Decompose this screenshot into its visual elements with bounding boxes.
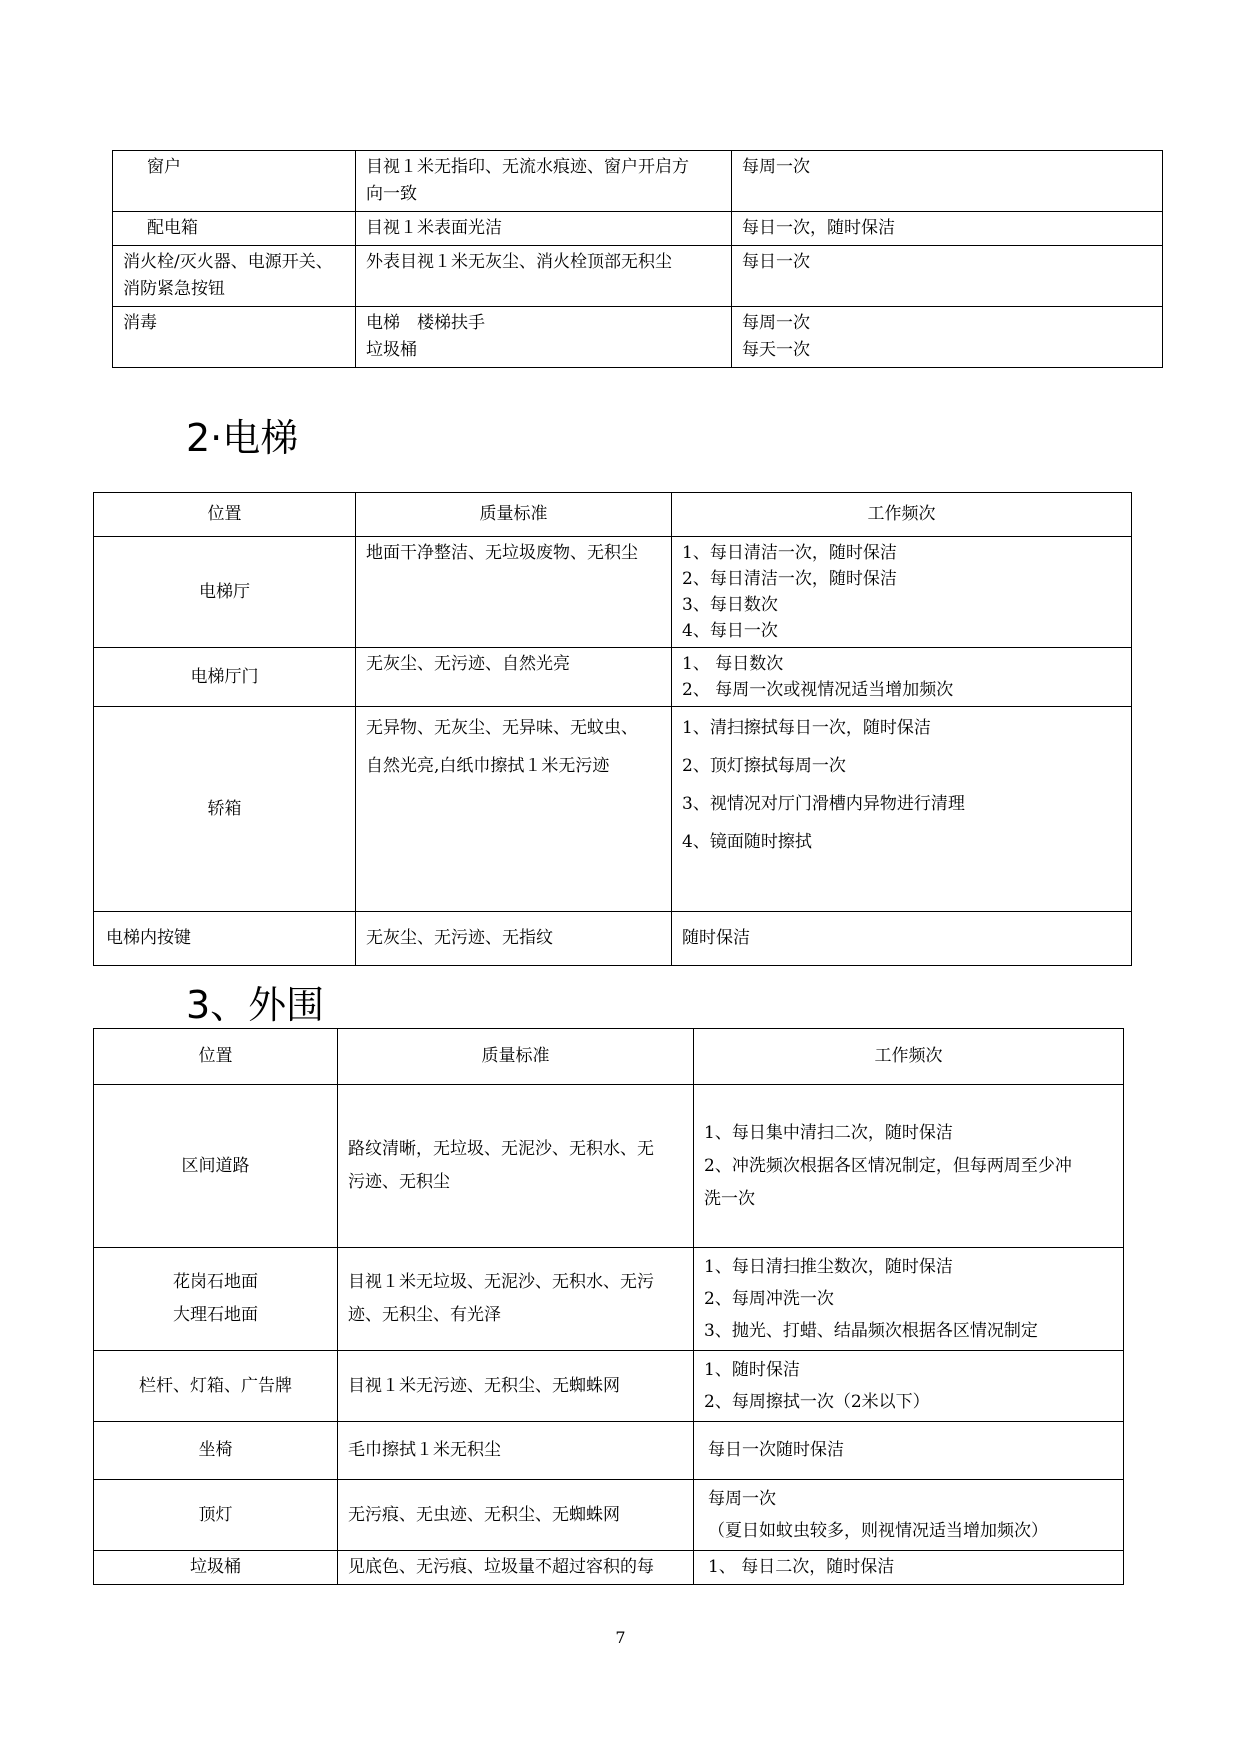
frequency-line: 1、清扫擦拭每日一次，随时保洁 [682, 718, 931, 738]
frequency-line: 1、每日清扫推尘数次，随时保洁 [704, 1257, 953, 1277]
frequency-line: 3、视情况对厅门滑槽内异物进行清理 [682, 794, 965, 814]
position-cell: 电梯厅门 [94, 648, 356, 707]
standard-line: 目视１米表面光洁 [366, 218, 502, 238]
position-cell [94, 1422, 338, 1480]
position-cell [113, 246, 356, 307]
standard-line: 垃圾桶 [366, 340, 417, 360]
table-row [94, 648, 1132, 707]
frequency-cell [694, 1351, 1124, 1422]
frequency-line: 每日一次随时保洁 [708, 1440, 844, 1460]
position-line: 花岗石地面 [173, 1272, 258, 1292]
table-header-row [94, 1029, 1124, 1085]
standard-line: 外表目视１米无灰尘、消火栓顶部无积尘 [366, 252, 672, 272]
position-text: 消毒 [123, 313, 157, 333]
position-cell [113, 212, 356, 246]
frequency-line: 3、每日数次 [682, 595, 778, 615]
frequency-cell [672, 707, 1132, 912]
table-row [94, 1422, 1124, 1480]
standard-cell [356, 912, 672, 966]
frequency-cell [694, 1085, 1124, 1248]
standard-line: 目视１米无垃圾、无泥沙、无积水、无污 [348, 1272, 654, 1292]
standard-line: 毛巾擦拭１米无积尘 [348, 1440, 501, 1460]
position-line: 消火栓/灭火器、电源开关、 [123, 252, 333, 272]
frequency-line: 1、每日清洁一次，随时保洁 [682, 543, 897, 563]
frequency-line: 2、 每周一次或视情况适当增加频次 [682, 680, 954, 700]
standard-cell [338, 1351, 694, 1422]
frequency-line: 洗一次 [704, 1188, 755, 1209]
standard-cell [356, 212, 732, 246]
frequency-cell [672, 912, 1132, 966]
position-line: 顶灯 [198, 1504, 233, 1525]
standard-cell [356, 648, 672, 707]
position-cell: 轿箱 [94, 707, 356, 912]
standard-line: 目视１米无污迹、无积尘、无蜘蛛网 [348, 1375, 620, 1396]
elevator-standards-table [93, 492, 1132, 966]
frequency-cell [732, 307, 1163, 368]
frequency-cell [694, 1480, 1124, 1551]
standard-line: 自然光亮,白纸巾擦拭１米无污迹 [366, 756, 610, 776]
frequency-line: 每周一次 [708, 1489, 776, 1509]
frequency-line: 2、每周擦拭一次（2米以下） [704, 1392, 930, 1412]
frequency-line: 2、每日清洁一次，随时保洁 [682, 569, 897, 589]
frequency-line: 每日一次，随时保洁 [742, 218, 895, 238]
frequency-line: 3、抛光、打蜡、结晶频次根据各区情况制定 [704, 1321, 1038, 1341]
standard-cell [356, 246, 732, 307]
frequency-line: 1、随时保洁 [704, 1360, 800, 1380]
table-row [94, 1248, 1124, 1351]
standard-line: 路纹清晰，无垃圾、无泥沙、无积水、无 [348, 1139, 654, 1159]
table-row [113, 246, 1163, 307]
header-frequency: 工作频次 [672, 493, 1132, 537]
frequency-line: 1、每日集中清扫二次，随时保洁 [704, 1122, 953, 1143]
position-cell [113, 307, 356, 368]
position-cell: 电梯内按键 [94, 912, 356, 966]
frequency-line: 4、每日一次 [682, 621, 778, 641]
table-row [94, 1480, 1124, 1551]
position-text: 配电箱 [147, 218, 198, 238]
standard-line: 目视１米无指印、无流水痕迹、窗户开启方 [366, 157, 689, 177]
header-position: 位置 [94, 493, 356, 537]
table-row [94, 912, 1132, 966]
standard-line: 见底色、无污痕、垃圾量不超过容积的每 [348, 1557, 654, 1577]
frequency-cell [732, 246, 1163, 307]
standard-line: 无灰尘、无污迹、自然光亮 [366, 654, 570, 674]
position-cell [94, 1551, 338, 1585]
frequency-line: 每天一次 [742, 340, 810, 360]
table-row [94, 1551, 1124, 1585]
frequency-cell [732, 151, 1163, 212]
table-row [94, 707, 1132, 912]
standard-line: 污迹、无积尘 [348, 1172, 450, 1192]
frequency-cell [732, 212, 1163, 246]
section-3-heading: 3、外围 [186, 983, 325, 1027]
frequency-cell [672, 537, 1132, 648]
position-line: 垃圾桶 [190, 1557, 241, 1577]
position-line: 坐椅 [198, 1440, 233, 1460]
frequency-line: 4、镜面随时擦拭 [682, 832, 812, 852]
header-standard: 质量标准 [338, 1029, 694, 1085]
standard-cell [356, 151, 732, 212]
position-line: 消防紧急按钮 [123, 279, 225, 299]
table-row [113, 307, 1163, 368]
frequency-cell [694, 1248, 1124, 1351]
position-cell [94, 1480, 338, 1551]
position-cell [113, 151, 356, 212]
table-row [113, 151, 1163, 212]
header-frequency: 工作频次 [694, 1029, 1124, 1085]
standard-line: 无污痕、无虫迹、无积尘、无蜘蛛网 [348, 1504, 620, 1525]
page-number: 7 [615, 1628, 626, 1647]
standard-line: 无异物、无灰尘、无异味、无蚊虫、 [366, 718, 638, 738]
frequency-line: 1、 每日数次 [682, 654, 784, 674]
position-cell: 电梯厅 [94, 537, 356, 648]
position-line: 大理石地面 [173, 1305, 258, 1325]
standard-line: 向一致 [366, 184, 417, 204]
table-row [94, 1085, 1124, 1248]
exterior-standards-table [93, 1028, 1124, 1585]
standard-line: 电梯 楼梯扶手 [366, 313, 485, 333]
header-position: 位置 [94, 1029, 338, 1085]
table-row [94, 537, 1132, 648]
position-text: 窗户 [147, 157, 181, 177]
standard-cell [356, 307, 732, 368]
position-cell [94, 1351, 338, 1422]
standard-line: 迹、无积尘、有光泽 [348, 1305, 501, 1325]
frequency-line: （夏日如蚊虫较多，则视情况适当增加频次） [708, 1521, 1048, 1541]
standard-cell [338, 1085, 694, 1248]
position-cell [94, 1085, 338, 1248]
table-row [113, 212, 1163, 246]
frequency-line: 随时保洁 [682, 928, 750, 948]
frequency-cell [694, 1551, 1124, 1585]
standard-cell [338, 1480, 694, 1551]
header-standard: 质量标准 [356, 493, 672, 537]
frequency-line: 2、每周冲洗一次 [704, 1289, 834, 1309]
standard-cell [338, 1551, 694, 1585]
standard-line: 无灰尘、无污迹、无指纹 [366, 928, 553, 948]
frequency-line: 2、顶灯擦拭每周一次 [682, 756, 846, 776]
standard-line: 地面干净整洁、无垃圾废物、无积尘 [366, 543, 638, 563]
standard-cell [338, 1422, 694, 1480]
frequency-line: 1、 每日二次，随时保洁 [708, 1557, 895, 1577]
position-line: 栏杆、灯箱、广告牌 [139, 1375, 292, 1396]
standard-cell [338, 1248, 694, 1351]
frequency-line: 每日一次 [742, 252, 810, 272]
position-cell [94, 1248, 338, 1351]
table-row [94, 1351, 1124, 1422]
frequency-line: 2、冲洗频次根据各区情况制定，但每两周至少冲 [704, 1155, 1072, 1176]
frequency-cell [672, 648, 1132, 707]
frequency-line: 每周一次 [742, 157, 810, 177]
cleaning-standards-table-1 [112, 150, 1163, 368]
position-line: 区间道路 [181, 1155, 250, 1176]
section-2-heading: 2·电梯 [186, 416, 299, 460]
standard-cell [356, 537, 672, 648]
standard-cell [356, 707, 672, 912]
frequency-line: 每周一次 [742, 313, 810, 333]
frequency-cell [694, 1422, 1124, 1480]
table-header-row [94, 493, 1132, 537]
